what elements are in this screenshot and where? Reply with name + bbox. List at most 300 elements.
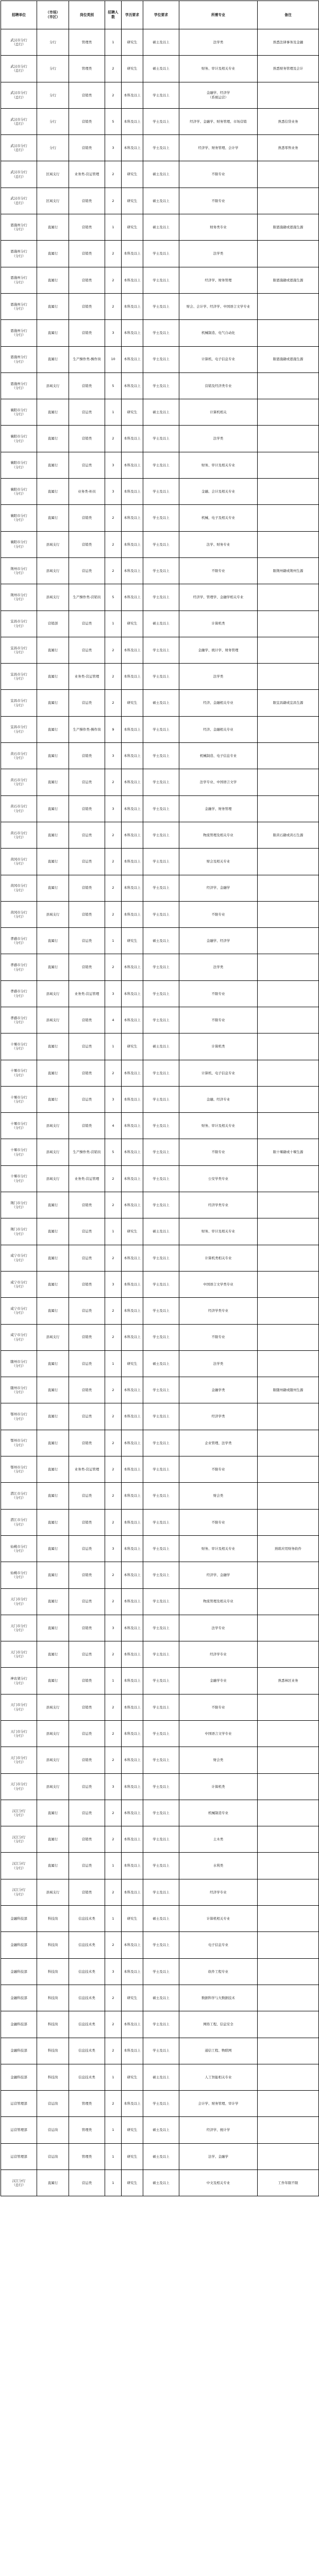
col-education-cell: 研究生: [122, 188, 143, 214]
col-position-category-cell: 营运类: [69, 1033, 105, 1060]
col-degree-cell: 硕士及以上: [143, 928, 179, 954]
col-position-category-cell: 营销类: [69, 241, 105, 267]
table-row: [1, 29, 319, 56]
col-degree-cell: 学士及以上: [143, 1509, 179, 1535]
col-degree-cell: 学士及以上: [143, 822, 179, 848]
col-position-category-cell: 营运类: [69, 1800, 105, 1826]
col-position-category-cell: 营销类: [69, 320, 105, 346]
col-headcount-cell: 3: [105, 452, 122, 478]
col-remarks-cell: [258, 1403, 319, 1430]
col-headcount-cell: 3: [105, 743, 122, 769]
col-remarks-cell: [258, 372, 319, 399]
col-education-cell: 本科及以上: [122, 1800, 143, 1826]
col-branch-type-cell: 直属行: [37, 954, 69, 980]
col-recruiting-unit-cell: 武汉市分行 （总行）: [1, 188, 37, 214]
col-position-category-cell: 营运类: [69, 452, 105, 478]
col-degree-cell: 学士及以上: [143, 1747, 179, 1773]
col-position-category-cell: 管理类: [69, 2117, 105, 2143]
col-position-category-cell: 管理类: [69, 2091, 105, 2117]
col-education-cell: 本科及以上: [122, 1826, 143, 1853]
table-row: [1, 1747, 319, 1773]
col-recruiting-unit-cell: 天门市分行 （分行）: [1, 1588, 37, 1615]
col-branch-type-cell: 分行: [37, 108, 69, 134]
col-recruiting-unit-header: 招聘单位: [1, 1, 37, 29]
col-degree-cell: 学士及以上: [143, 82, 179, 108]
col-major-cell: 经济学、统计学: [179, 2117, 258, 2143]
col-education-cell: 本科及以上: [122, 1483, 143, 1509]
col-branch-type-cell: 直属行: [37, 1483, 69, 1509]
col-education-cell: 本科及以上: [122, 1562, 143, 1588]
col-headcount-cell: 1: [105, 2143, 122, 2170]
col-position-category-cell: 信息技术类: [69, 1985, 105, 2011]
col-headcount-cell: 3: [105, 479, 122, 505]
col-recruiting-unit-cell: 宜昌市分行 （分行）: [1, 716, 37, 742]
col-education-cell: 本科及以上: [122, 452, 143, 478]
col-headcount-cell: 2: [105, 82, 122, 108]
col-headcount-cell: 3: [105, 1535, 122, 1562]
col-degree-cell: 学士及以上: [143, 1165, 179, 1192]
table-row: [1, 2011, 319, 2038]
col-remarks-cell: [258, 2143, 319, 2170]
col-remarks-cell: [258, 188, 319, 214]
col-recruiting-unit-cell: 汉江分行 （分行）: [1, 1853, 37, 1879]
table-row: [1, 1430, 319, 1456]
col-degree-cell: 学士及以上: [143, 849, 179, 875]
col-headcount-cell: 2: [105, 293, 122, 319]
table-row: [1, 1509, 319, 1535]
col-major-cell: 财会类: [179, 1483, 258, 1509]
col-remarks-cell: [258, 1271, 319, 1297]
table-row: [1, 1483, 319, 1509]
recruitment-table: [1, 1, 319, 2196]
table-row: [1, 1113, 319, 1139]
col-branch-type-cell: 区域支行: [37, 161, 69, 188]
col-remarks-cell: 熟悉信贷业务: [258, 108, 319, 134]
col-headcount-cell: 3: [105, 1958, 122, 1985]
col-headcount-cell: 3: [105, 135, 122, 161]
table-row: [1, 1985, 319, 2011]
table-row: [1, 1456, 319, 1483]
col-remarks-cell: [258, 505, 319, 531]
col-remarks-cell: [258, 1165, 319, 1192]
col-education-cell: 本科及以上: [122, 108, 143, 134]
col-recruiting-unit-cell: 十堰市分行 （分行）: [1, 1086, 37, 1112]
col-education-cell: 本科及以上: [122, 293, 143, 319]
col-position-category-cell: 营销类: [69, 108, 105, 134]
col-branch-type-cell: 直属行: [37, 1615, 69, 1641]
col-headcount-cell: 2: [105, 637, 122, 663]
col-branch-type-cell: 县域支行: [37, 1139, 69, 1165]
col-headcount-cell: 2: [105, 1245, 122, 1271]
table-row: [1, 1958, 319, 1985]
col-headcount-cell: 5: [105, 1139, 122, 1165]
col-position-category-cell: 营销类: [69, 1007, 105, 1033]
col-education-cell: 本科及以上: [122, 426, 143, 452]
col-headcount-cell: 1: [105, 1033, 122, 1060]
col-position-category-cell: 营销类: [69, 505, 105, 531]
col-recruiting-unit-cell: 仙桃市分行 （分行）: [1, 1535, 37, 1562]
col-remarks-cell: [258, 743, 319, 769]
col-education-cell: 本科及以上: [122, 1271, 143, 1297]
col-degree-cell: 学士及以上: [143, 584, 179, 611]
col-education-cell: 本科及以上: [122, 1509, 143, 1535]
col-remarks-cell: [258, 1350, 319, 1377]
col-headcount-cell: 10: [105, 346, 122, 372]
col-recruiting-unit-cell: 十堰市分行 （分行）: [1, 1113, 37, 1139]
col-education-cell: 本科及以上: [122, 320, 143, 346]
table-row: [1, 1060, 319, 1086]
col-position-category-cell: 业务类-柜员: [69, 479, 105, 505]
col-recruiting-unit-cell: 咸宁市分行 （分行）: [1, 1245, 37, 1271]
col-position-category-cell: 营销类: [69, 1615, 105, 1641]
col-major-cell: 金融学专业: [179, 1668, 258, 1694]
col-remarks-cell: [258, 980, 319, 1007]
col-branch-type-cell: 直属行: [37, 1033, 69, 1060]
col-branch-type-cell: 直属行: [37, 822, 69, 848]
col-branch-type-cell: 直属行: [37, 743, 69, 769]
col-major-cell: 经济学、管理学、金融学相关专业: [179, 584, 258, 611]
col-education-cell: 本科及以上: [122, 1086, 143, 1112]
col-education-cell: 本科及以上: [122, 1535, 143, 1562]
col-recruiting-unit-cell: 武汉市分行 （总行）: [1, 82, 37, 108]
col-branch-type-cell: 直属行: [37, 1060, 69, 1086]
col-education-cell: 本科及以上: [122, 1139, 143, 1165]
col-education-cell: 本科及以上: [122, 1430, 143, 1456]
col-recruiting-unit-cell: 恩施州分行 （分行）: [1, 214, 37, 241]
col-position-category-cell: 营销类: [69, 795, 105, 822]
col-education-cell: 研究生: [122, 399, 143, 426]
col-major-cell: 财务、审计及相关专业: [179, 1113, 258, 1139]
col-major-cell: 计算机类: [179, 1033, 258, 1060]
col-education-cell: 本科及以上: [122, 1615, 143, 1641]
col-recruiting-unit-cell: 孝感市分行 （分行）: [1, 954, 37, 980]
table-row: [1, 584, 319, 611]
col-branch-type-cell: 直属行: [37, 1800, 69, 1826]
col-headcount-cell: 2: [105, 690, 122, 716]
col-headcount-cell: 2: [105, 557, 122, 584]
col-branch-type-cell: 直属行: [37, 479, 69, 505]
col-degree-cell: 硕士及以上: [143, 2117, 179, 2143]
col-remarks-cell: [258, 716, 319, 742]
table-row: [1, 399, 319, 426]
col-headcount-cell: 3: [105, 1086, 122, 1112]
col-major-cell: 不限专业: [179, 1456, 258, 1483]
col-remarks-cell: [258, 2038, 319, 2064]
col-major-cell: 财务、审计及相关专业: [179, 452, 258, 478]
col-education-cell: 本科及以上: [122, 1588, 143, 1615]
col-headcount-cell: 2: [105, 2091, 122, 2117]
col-education-cell: 本科及以上: [122, 2011, 143, 2038]
col-headcount-cell: 2: [105, 2011, 122, 2038]
col-degree-cell: 学士及以上: [143, 479, 179, 505]
col-headcount-cell: 2: [105, 531, 122, 557]
col-remarks-cell: [258, 1298, 319, 1324]
col-position-category-cell: 营销类: [69, 1509, 105, 1535]
col-position-category-cell: 营销类: [69, 1113, 105, 1139]
table-row: [1, 479, 319, 505]
col-headcount-cell: 3: [105, 795, 122, 822]
col-remarks-cell: [258, 426, 319, 452]
col-major-cell: 法学类: [179, 954, 258, 980]
col-education-cell: 本科及以上: [122, 1324, 143, 1350]
col-major-cell: 经济学、金融学、财务管理、市场营销: [179, 108, 258, 134]
col-degree-cell: 学士及以上: [143, 1403, 179, 1430]
col-major-cell: 不限专业: [179, 1694, 258, 1720]
col-recruiting-unit-cell: 宜昌市分行 （分行）: [1, 611, 37, 637]
col-education-cell: 研究生: [122, 611, 143, 637]
col-degree-cell: 学士及以上: [143, 1800, 179, 1826]
col-branch-type-cell: 直属行: [37, 346, 69, 372]
col-headcount-cell: 2: [105, 1562, 122, 1588]
col-degree-cell: 学士及以上: [143, 320, 179, 346]
col-headcount-cell: 2: [105, 901, 122, 927]
col-branch-type-cell: 直属行: [37, 320, 69, 346]
col-branch-type-cell: 县域支行: [37, 901, 69, 927]
col-major-cell: 财会、会计学、经济学、中国语言文学专业: [179, 293, 258, 319]
col-education-cell: 本科及以上: [122, 1747, 143, 1773]
col-remarks-cell: [258, 1879, 319, 1905]
col-major-cell: 企业管理、法学类: [179, 1430, 258, 1456]
col-headcount-cell: 2: [105, 1430, 122, 1456]
col-recruiting-unit-cell: 十堰市分行 （分行）: [1, 1139, 37, 1165]
col-major-cell: 中文及相关专业: [179, 2170, 258, 2196]
col-headcount-cell: 1: [105, 2117, 122, 2143]
col-position-category-cell: 营销类: [69, 1747, 105, 1773]
col-recruiting-unit-cell: 神农架分行 （分行）: [1, 1668, 37, 1694]
col-remarks-cell: [258, 1932, 319, 1958]
table-row: [1, 1350, 319, 1377]
col-recruiting-unit-cell: 汉江分行 （分行）: [1, 1879, 37, 1905]
col-degree-cell: 学士及以上: [143, 1324, 179, 1350]
col-degree-cell: 学士及以上: [143, 716, 179, 742]
col-major-cell: 金融学、经济学: [179, 928, 258, 954]
col-recruiting-unit-cell: 恩施州分行 （分行）: [1, 346, 37, 372]
col-recruiting-unit-cell: 荆门市分行 （分行）: [1, 1192, 37, 1218]
col-major-cell: 法学类: [179, 241, 258, 267]
col-major-cell: 金融学、财务管理: [179, 795, 258, 822]
table-row: [1, 505, 319, 531]
col-recruiting-unit-cell: 金融科技部: [1, 1985, 37, 2011]
col-education-cell: 研究生: [122, 29, 143, 56]
col-headcount-cell: 2: [105, 1747, 122, 1773]
col-branch-type-cell: 县域支行: [37, 372, 69, 399]
col-major-cell: 不限专业: [179, 1509, 258, 1535]
col-major-header: 所需专业: [179, 1, 258, 29]
col-position-category-cell: 营销类: [69, 1271, 105, 1297]
col-education-cell: 研究生: [122, 2117, 143, 2143]
col-position-category-cell: 营销类: [69, 1324, 105, 1350]
col-position-category-cell: 营运类: [69, 1218, 105, 1245]
col-remarks-cell: [258, 637, 319, 663]
col-remarks-cell: [258, 161, 319, 188]
table-row: [1, 849, 319, 875]
col-education-cell: 本科及以上: [122, 1721, 143, 1747]
col-major-cell: 经济学类专业: [179, 1192, 258, 1218]
col-position-category-cell: 营运类: [69, 1298, 105, 1324]
col-major-cell: 金融学、经济学 （系统运营）: [179, 82, 258, 108]
col-recruiting-unit-cell: 襄阳市分行 （分行）: [1, 426, 37, 452]
table-row: [1, 954, 319, 980]
table-row: [1, 1007, 319, 1033]
col-major-cell: 机械制造专业: [179, 1800, 258, 1826]
col-position-category-cell: 营销类: [69, 531, 105, 557]
table-row: [1, 1853, 319, 1879]
col-position-category-cell: 营运类: [69, 557, 105, 584]
col-degree-cell: 学士及以上: [143, 1007, 179, 1033]
table-row: [1, 1721, 319, 1747]
col-position-category-cell: 营运类: [69, 1350, 105, 1377]
col-major-cell: 公安学类专业: [179, 1165, 258, 1192]
col-recruiting-unit-cell: 潜江市分行 （分行）: [1, 1509, 37, 1535]
col-position-category-cell: 业务类-营运管理: [69, 161, 105, 188]
col-branch-type-cell: 科技岗: [37, 2011, 69, 2038]
col-branch-type-cell: 直属行: [37, 1377, 69, 1403]
col-branch-type-cell: 营运岗: [37, 2143, 69, 2170]
col-headcount-cell: 2: [105, 954, 122, 980]
col-headcount-cell: 2: [105, 267, 122, 293]
col-headcount-header: 招聘人数: [105, 1, 122, 29]
col-branch-type-cell: 县域支行: [37, 1165, 69, 1192]
table-row: [1, 426, 319, 452]
col-major-cell: 软件工程专业: [179, 1958, 258, 1985]
col-education-cell: 本科及以上: [122, 557, 143, 584]
col-degree-cell: 学士及以上: [143, 875, 179, 901]
col-remarks-cell: [258, 1747, 319, 1773]
col-education-cell: 研究生: [122, 1218, 143, 1245]
col-recruiting-unit-cell: 襄阳市分行 （分行）: [1, 531, 37, 557]
col-remarks-cell: [258, 1588, 319, 1615]
col-degree-cell: 学士及以上: [143, 426, 179, 452]
col-position-category-cell: 营运类: [69, 1721, 105, 1747]
col-degree-cell: 学士及以上: [143, 901, 179, 927]
col-major-cell: 财会类: [179, 1747, 258, 1773]
col-education-cell: 研究生: [122, 2064, 143, 2090]
col-degree-cell: 硕士及以上: [143, 1350, 179, 1377]
col-education-cell: 本科及以上: [122, 954, 143, 980]
col-remarks-cell: [258, 241, 319, 267]
col-recruiting-unit-cell: 金融科技部: [1, 1958, 37, 1985]
col-recruiting-unit-cell: 恩施州分行 （分行）: [1, 320, 37, 346]
col-remarks-cell: 限恩施籍或恩施生源: [258, 214, 319, 241]
col-position-category-cell: 信息技术类: [69, 1906, 105, 1932]
col-branch-type-cell: 直属行: [37, 1350, 69, 1377]
col-degree-cell: 学士及以上: [143, 1826, 179, 1853]
col-headcount-cell: 2: [105, 849, 122, 875]
col-remarks-cell: [258, 1800, 319, 1826]
col-major-cell: 金融学、统计学、财务管理: [179, 637, 258, 663]
col-branch-type-cell: 直属行: [37, 1298, 69, 1324]
col-headcount-cell: 1: [105, 611, 122, 637]
col-major-cell: 网络工程、信息安全: [179, 2011, 258, 2038]
table-row: [1, 1218, 319, 1245]
col-position-category-cell: 营运类: [69, 1588, 105, 1615]
col-major-cell: 不限专业: [179, 188, 258, 214]
table-row: [1, 135, 319, 161]
col-degree-cell: 学士及以上: [143, 267, 179, 293]
col-remarks-cell: [258, 1906, 319, 1932]
col-degree-cell: 学士及以上: [143, 505, 179, 531]
col-remarks-cell: [258, 1721, 319, 1747]
col-branch-type-cell: 直属行: [37, 716, 69, 742]
col-recruiting-unit-cell: 襄阳市分行 （分行）: [1, 505, 37, 531]
col-major-cell: 经济学、财务管理: [179, 267, 258, 293]
col-degree-cell: 学士及以上: [143, 2011, 179, 2038]
col-position-category-cell: 信息技术类: [69, 1932, 105, 1958]
col-recruiting-unit-cell: 荆州市分行 （分行）: [1, 584, 37, 611]
col-branch-type-cell: 直属行: [37, 1562, 69, 1588]
col-position-category-cell: 营销类: [69, 372, 105, 399]
col-headcount-cell: 1: [105, 2170, 122, 2196]
col-headcount-cell: 2: [105, 1932, 122, 1958]
col-branch-type-cell: 直属行: [37, 1535, 69, 1562]
col-headcount-cell: 3: [105, 1773, 122, 1800]
recruitment-table-page: [1, 1, 318, 2196]
col-remarks-cell: [258, 479, 319, 505]
col-headcount-cell: 2: [105, 1403, 122, 1430]
col-recruiting-unit-cell: 武汉市分行 （总行）: [1, 108, 37, 134]
col-position-category-cell: 管理类: [69, 56, 105, 82]
col-major-cell: 土木类: [179, 1826, 258, 1853]
col-major-cell: 财务、审计及相关专业: [179, 56, 258, 82]
col-education-cell: 本科及以上: [122, 1958, 143, 1985]
col-recruiting-unit-cell: 十堰市分行 （分行）: [1, 1060, 37, 1086]
col-headcount-cell: 2: [105, 241, 122, 267]
col-recruiting-unit-cell: 孝感市分行 （分行）: [1, 980, 37, 1007]
col-recruiting-unit-cell: 咸宁市分行 （分行）: [1, 1271, 37, 1297]
col-remarks-cell: 限恩施籍或恩施生源: [258, 346, 319, 372]
table-row: [1, 1641, 319, 1668]
col-degree-cell: 学士及以上: [143, 1139, 179, 1165]
col-education-cell: 本科及以上: [122, 1694, 143, 1720]
col-major-cell: 不限专业: [179, 901, 258, 927]
col-degree-cell: 学士及以上: [143, 108, 179, 134]
col-position-category-cell: 营运类: [69, 849, 105, 875]
col-recruiting-unit-cell: 十堰市分行 （分行）: [1, 1033, 37, 1060]
col-degree-cell: 学士及以上: [143, 1694, 179, 1720]
col-degree-cell: 学士及以上: [143, 135, 179, 161]
col-branch-type-cell: 营销部: [37, 611, 69, 637]
col-headcount-cell: 1: [105, 2064, 122, 2090]
col-headcount-cell: 1: [105, 928, 122, 954]
col-education-cell: 本科及以上: [122, 531, 143, 557]
table-row: [1, 690, 319, 716]
col-remarks-cell: 限恩施籍或恩施生源: [258, 267, 319, 293]
col-major-cell: 财会及相关专业: [179, 849, 258, 875]
col-education-cell: 本科及以上: [122, 980, 143, 1007]
col-degree-cell: 学士及以上: [143, 1721, 179, 1747]
table-row: [1, 1033, 319, 1060]
col-headcount-cell: 2: [105, 1641, 122, 1668]
col-remarks-cell: 熟悉财务管理及会计: [258, 56, 319, 82]
col-recruiting-unit-cell: 咸宁市分行 （分行）: [1, 1324, 37, 1350]
col-degree-cell: 学士及以上: [143, 293, 179, 319]
col-recruiting-unit-cell: 金融科技部: [1, 1932, 37, 1958]
col-degree-cell: 学士及以上: [143, 1245, 179, 1271]
col-branch-type-cell: 直属行: [37, 1086, 69, 1112]
col-branch-type-cell: 直属行: [37, 928, 69, 954]
col-major-cell: 金融、经济专业: [179, 1086, 258, 1112]
col-headcount-cell: 1: [105, 214, 122, 241]
col-branch-type-cell: 直属行: [37, 1192, 69, 1218]
col-headcount-cell: 1: [105, 399, 122, 426]
col-position-category-cell: 生产操作类-营销员: [69, 584, 105, 611]
col-remarks-cell: [258, 1113, 319, 1139]
table-row: [1, 241, 319, 267]
col-headcount-cell: 4: [105, 1007, 122, 1033]
col-remarks-cell: [258, 2091, 319, 2117]
col-education-cell: 研究生: [122, 928, 143, 954]
col-major-cell: 物流管理及相关专业: [179, 1588, 258, 1615]
